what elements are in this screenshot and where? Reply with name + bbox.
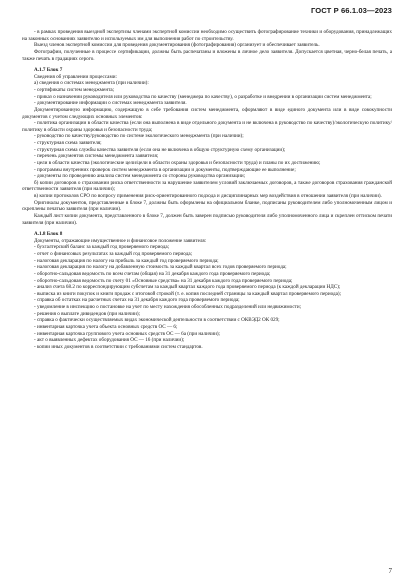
paragraph: - программы внутренних проверок систем менеджмента в организации и документы, подтверждающие ее выполнение; (34, 166, 296, 173)
paragraph: - сертификаты систем менеджмента; (34, 87, 115, 93)
paragraph: - решения о выплате дивидендов (при наличии); (34, 310, 141, 317)
paragraph: а) сведения о системах менеджмента (при наличии): (34, 80, 149, 87)
paragraph: - инвентарная карточка учета объекта основных средств ОС — 6; (34, 323, 178, 330)
paragraph: - цели в области качества (экологические цели/цели в области охраны здоровья и безопасности труда) и планы по их достижению; (34, 159, 321, 166)
paragraph: Фотографии, полученные в процессе сертификации, должны быть распечатаны и вложены в личное дело заявителя. Допускается цветная, черно-белая печать, а также печать в градациях серого. (22, 48, 392, 62)
paragraph: - налоговая декларация по налогу на добавленную стоимость за каждый квартал всех годов проверяемого периода; (34, 264, 287, 271)
paragraph: Документы, отражающие имущественное и финансовое положение заявителя: (34, 237, 207, 244)
paragraph: - приказ о назначении руководителя или руководства по качеству (менеджера по качеству), о разработке и внедрении в организации систем менеджмента; (34, 93, 372, 100)
page-header: ГОСТ Р 66.1.03—2023 (310, 6, 392, 15)
paragraph: Сведения об управлении процессами: (34, 73, 117, 80)
paragraph: - документирование информации о системах менеджмента заявителя. (34, 100, 187, 107)
paragraph: Оригиналы документов, представленные в блоке 7, должны быть оформлены на официальном бланке, подписаны руководителем либо уполномоченным лицом и скреплены печатью заявителя (при наличии). (22, 199, 392, 213)
paragraph: - документы по проведению анализа систем менеджмента со стороны руководства организации; (34, 173, 246, 180)
paragraph: - анализ счета 68.2 по корреспондирующим субсчетам за каждый квартал каждого года проверяемого периода (к каждой декларации НДС); (34, 284, 341, 291)
paragraph: - перечень документов системы менеджмента заявителя; (34, 153, 159, 160)
paragraph: б) копии договоров о страховании риска ответственности за нарушение заявителем условий заключаемых договоров, а также договоров страхования гражданской ответственности заявителя (при наличии); (22, 179, 392, 193)
paragraph: - справка о фактически осуществляемых видах экономической деятельности в соответствии с ОКВЭД2 ОК 029; (34, 317, 280, 324)
paragraph: - оборотно-сальдовая ведомость по всем счетам (общая) на 31 декабря каждого года проверяемого периода; (34, 270, 271, 277)
paragraph: - структурная схема службы качества заявителя (если она не включена в общую структурную схему организации); (34, 146, 286, 153)
section-heading: А.1.8 Блок 8 (34, 231, 63, 238)
paragraph: Каждый лист копии документа, представленного в блоке 7, должен быть заверен подписью руководителя либо уполномоченного лица и скреплен оттиском печати заявителя (при наличии). (22, 212, 392, 226)
paragraph: в) копии протоколов СРО по вопросу применения риск-ориентированного подхода и дисциплинарных мер воздействия в отношении заявителя (при наличии). (34, 193, 382, 199)
paragraph: - в рамках проведения выездной экспертизы членами экспертной комиссии необходимо осуществить фотографирование техники и оборудования, принадлежащих на законных основаниях заявителю и используемых им для выполнения работ по строительству. (22, 29, 392, 42)
paragraph: - оборотно-сальдовая ведомость по счету 01 «Основные средства» на 31 декабря каждого года проверяемого периода; (34, 277, 293, 284)
page-number: 7 (388, 567, 392, 575)
paragraph: - акт о выявленных дефектах оборудования ОС — 16 (при наличии); (34, 337, 185, 344)
paragraph: - отчет о финансовых результатах за каждый год проверяемого периода; (34, 251, 193, 257)
paragraph: - уведомление в инспекцию о постановке на учет по месту нахождения обособленных подразделений или недвижимости; (34, 304, 302, 310)
paragraph: - руководство по качеству/руководство по системе экологического менеджмента (при наличии); (34, 133, 244, 140)
paragraph: - выписка из книги покупок и книги продаж с итоговой строкой (т. е. копия последней страницы за каждый квартал проверяемого периода); (34, 290, 342, 297)
paragraph: - инвентарная карточка группового учета основных средств ОС — 6а (при наличии); (34, 330, 220, 337)
paragraph: - справка об остатках на расчетных счетах на 31 декабря каждого года проверяемого периода; (34, 297, 240, 304)
section-heading: А.1.7 Блок 7 (34, 67, 63, 74)
paragraph: Выезд членов экспертной комиссии для проведения документирования (фотографирования) организует и обеспечивает заявитель. (34, 42, 320, 49)
paragraph: - копии иных документов в соответствии с требованиями систем стандартов. (34, 343, 203, 350)
paragraph: - структурная схема заявителя; (34, 140, 102, 146)
paragraph: Документированную информацию, содержащую в себе требования систем менеджмента, оформляют в виде единого документа или в виде совокупности документов с учетом следующих основных элементов: (22, 106, 392, 120)
paragraph: - политика организации в области качества (если она выполнена в виде отдельного документа и не включена в руководство по качеству)/экологическую политику/политику в области охраны здоровья и безопасности труда; (22, 120, 392, 133)
paragraph: - налоговая декларация по налогу на прибыль за каждый год проверяемого периода; (34, 257, 219, 264)
document-body (22, 29, 392, 350)
paragraph: - бухгалтерский баланс за каждый год проверяемого периода; (34, 244, 170, 251)
